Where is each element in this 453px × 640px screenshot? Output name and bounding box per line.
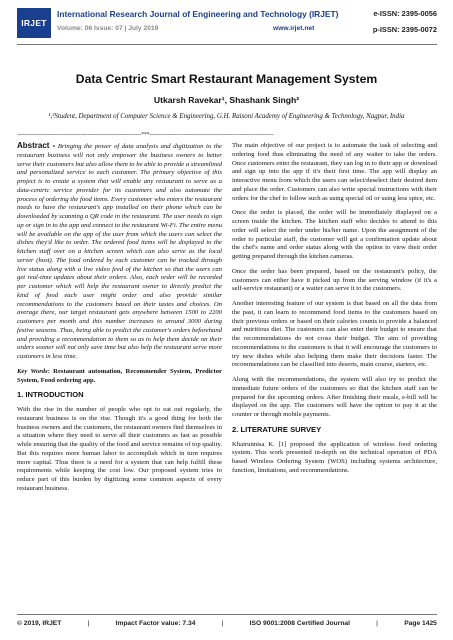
volume-line: Volume: 06 Issue: 07 | July 2019: [57, 25, 159, 32]
paper-authors: Utkarsh Ravekar¹, Shashank Singh²: [153, 95, 300, 105]
header-rule: [17, 44, 437, 45]
intro-heading: 1. INTRODUCTION: [17, 390, 84, 400]
footer-copyright: © 2019, IRJET: [17, 620, 62, 627]
paragraph-literature: Khairunnisa K. [1] proposed the application of wireless food ordering system. This work presented in-depth on the technical operation of PDA based Wireless Ordering System (WOS) including systems architecture, function, limitations, and recommendations.: [232, 440, 437, 474]
page-footer: [17, 620, 437, 627]
journal-header: [17, 6, 437, 40]
irjet-logo: IRJET: [17, 8, 51, 38]
paragraph-objective: The main objective of our project is to automate the task of selecting and ordering food thus eliminating the need of any waiter to take the orders. Once customers enter the restaurant, they can log in to their app or download and sign up into the app if it's their first time. The app will display an interactive menu from which the users can select/deselect their desired item and place the order. Customers can also write special instructions with their orders for the chef to follow such as using special oil or using less spice, etc.: [232, 142, 437, 202]
footer-impact-factor: Impact Factor value: 7.34: [115, 620, 196, 627]
footer-page-number: Page 1425: [404, 620, 437, 627]
abstract-text: Bringing the power of data analysis and digitization to the restaurant business will not only empower the business owners to better serve their customers but also allow them to be able to provide a streamlined and personalized service to each customer. The primary objective of this project is to create a system that will enable any restaurant to serve as a data-centric service provider for its customers and also automate the process of ordering the food items. Every customer who enters the restaurant needs to have the restaurant's app installed on their phone which can be downloaded by scanning a QR code in the restaurant. The user needs to sign up or sign in to the app and connect to the restaurant Wi-Fi. The entire menu will be available on the app of the user from which the users can select the dishes they'd like to order. The ordered food items will be displayed to the kitchen staff over on a kitchen screen which can also serve as the local server (host). The food ordered by each customer can be tracked through live status along with a live video feed of the kitchen so that the users can get real-time updates about their orders. Also, each order will be recorded per customer which will help the restaurant owner to directly predict the kind of food each user might order and also provide similar recommendations to the customers based on their tastes and choices. On average there, our target restaurant gets anywhere between 1500 to 2200 customers per month and this number increases to around 3000 during festive seasons. Thus, being able to predict the customer's orders beforehand and providing a recommendation to them so as to help them decide on their orders sooner will not only save time but also help the restaurant serve more customers in less time.: [17, 143, 222, 360]
paragraph-order-placed: Once the order is placed, the order will be immediately displayed on a screen inside the kitchen. The kitchen staff who decides to attend to this order will select the order under his/her name. Upon the assignment of the order to particular staff, the customer will get a confirmation update about the chef's name and order status along with the option to view their order getting prepared through the kitchen cameras.: [232, 209, 437, 260]
keywords-label: Key Words: [17, 367, 48, 375]
footer-rule: [17, 614, 437, 615]
footer-separator: |: [221, 620, 224, 627]
intro-paragraph: With the rise in the number of people who opt to eat out regularly, the restaurant business is on the rise. Though it's a good thing for both the business owners and the customers, the restaurant owners find themselves in a situation where they need to serve all their customers as fast as possible while ensuring that the quality of the food and service remains of top quality. But this requires more human labor to accomplish which in turn requires more capital. Thus there is a need for a system that can help fulfill these requirements while keeping the cost low. Our proposed system tries to reduce part of this burden by digitizing some common aspects of every restaurant business.: [17, 406, 222, 492]
footer-separator: |: [376, 620, 379, 627]
pissn: p-ISSN: 2395-0072: [372, 25, 437, 34]
footer-separator: |: [87, 620, 90, 627]
keywords: [17, 368, 222, 386]
keywords-text: : Restaurant automation, Recommender System, Predictor System, Food ordering app.: [17, 367, 222, 384]
footer-iso: ISO 9001:2008 Certified Journal: [249, 620, 350, 627]
abstract: [17, 142, 222, 362]
paragraph-recommendations: Another interesting feature of our system is that based on all the data from the past, it can learn to recommend food items to the customers based on their previous orders or based on their calories counts to provide a balanced and nutritious diet. The customers can also enter their budget to ensure that the recommendations do not cross their budget. The aim of providing recommendations to the customers is that it will encourage the customers to try new dishes while also helping them make their decisions faster. The recommendations can be classified into deserts, main course, starters, etc.: [232, 300, 437, 369]
journal-name: International Research Journal of Engineering and Technology (IRJET): [57, 9, 339, 19]
paragraph-order-prepared: Once the order has been prepared, based on the restaurant's policy, the customers can either have it picked up from the serving window (if it's a self-service restaurant) or a waiter can serve it to the customers.: [232, 267, 437, 293]
eissn: e-ISSN: 2395-0056: [373, 9, 437, 18]
journal-website: www.irjet.net: [273, 25, 315, 32]
section-divider: ---------------------------------------------------------------------***---------------------------------------------------------------------: [17, 132, 274, 138]
literature-heading: 2. LITERATURE SURVEY: [232, 424, 322, 434]
abstract-label: Abstract -: [17, 141, 56, 150]
right-column: [232, 142, 437, 482]
paper-affiliation: ¹,²Student, Department of Computer Science & Engineering, G.H. Raisoni Academy of Engineering & Technology, Nagpur, India: [48, 113, 405, 120]
paper-title: Data Centric Smart Restaurant Management System: [75, 72, 378, 86]
left-column: [17, 142, 222, 500]
paragraph-predictions: Along with the recommendations, the system will also try to predict the immediate future orders of the customers so that the kitchen staff can be prepared for the upcoming orders. After finishing their meals, e-bill will be displayed on the app. The customers will have the option to pay it at the counter or through mobile payments.: [232, 376, 437, 418]
